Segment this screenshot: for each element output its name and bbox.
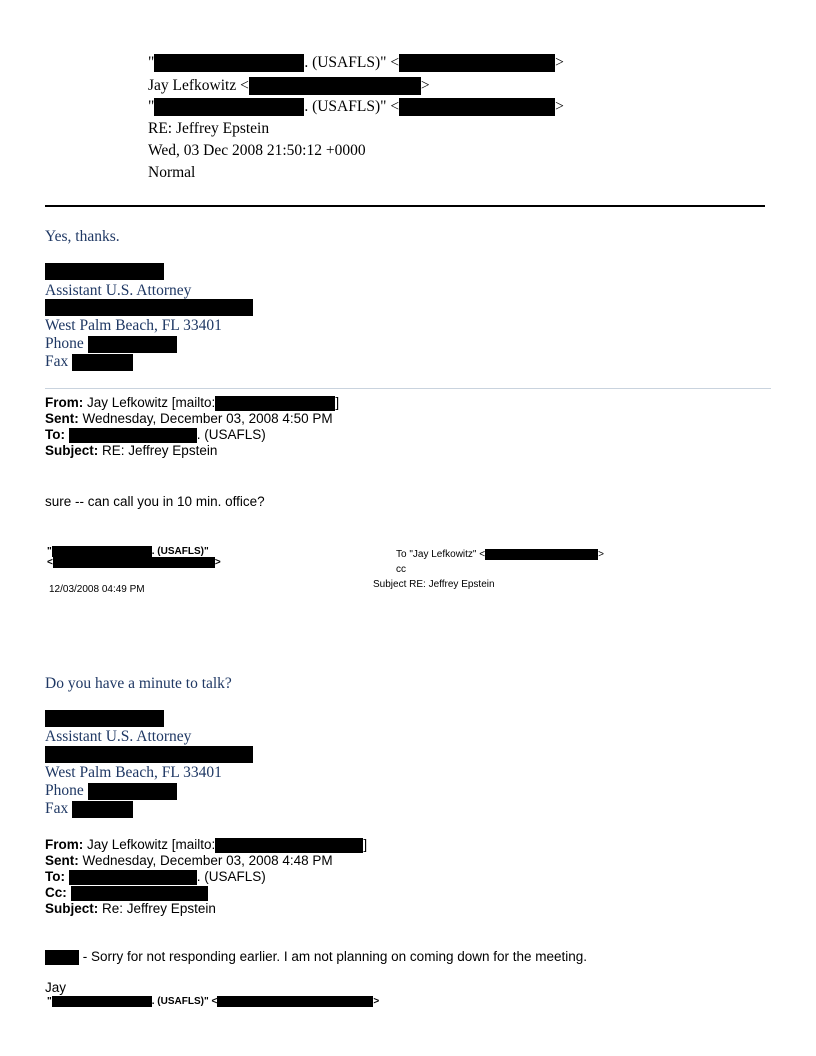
- redaction-block: [215, 838, 363, 853]
- from-open-quote: ": [148, 54, 155, 71]
- notes-sender-org: . (USAFLS)": [151, 546, 209, 558]
- quoted1-subject-row: [45, 443, 217, 458]
- redaction-block: [53, 557, 215, 568]
- notes-date: 12/03/2008 04:49 PM: [49, 584, 145, 595]
- reply1-fax-row: [45, 353, 133, 371]
- reply2-fax-row: [45, 800, 133, 818]
- quoted1-subject-label: Subject:: [45, 443, 99, 458]
- quoted2-sent-label: Sent:: [45, 853, 79, 868]
- bcc-open-quote: ": [148, 98, 155, 115]
- notes-cc-label: cc: [396, 564, 406, 575]
- footer-close: >: [373, 996, 380, 1008]
- phone-label: Phone: [45, 782, 84, 799]
- header-divider: [45, 205, 765, 207]
- redaction-block: [399, 54, 555, 72]
- reply2-signature-title: Assistant U.S. Attorney: [45, 728, 192, 745]
- quoted1-body: sure -- can call you in 10 min. office?: [45, 494, 265, 509]
- quoted2-body-text: - Sorry for not responding earlier. I am not planning on coming down for the meeting.: [79, 949, 588, 964]
- redaction-block: [45, 299, 253, 316]
- reply1-signature-title: Assistant U.S. Attorney: [45, 282, 192, 299]
- notes-to-close: >: [598, 549, 604, 561]
- redaction-block: [72, 801, 133, 818]
- quoted2-signoff: Jay: [45, 980, 67, 995]
- redaction-block: [485, 549, 598, 560]
- redaction-block: [215, 396, 335, 411]
- reply2-phone-row: [45, 782, 177, 800]
- quoted2-from-close: ]: [363, 837, 368, 852]
- notes-subject-value: RE: Jeffrey Epstein: [409, 579, 495, 590]
- quoted2-from-row: [45, 837, 367, 853]
- subject-value: RE: Jeffrey Epstein: [148, 120, 270, 137]
- redaction-block: [217, 996, 373, 1007]
- quoted2-body: [45, 949, 587, 965]
- notes-subject-label: Subject: [373, 579, 407, 590]
- notes-sender-gt: >: [214, 557, 221, 569]
- redaction-block: [45, 263, 164, 280]
- quoted2-from-value: Jay Lefkowitz [mailto:: [87, 837, 216, 852]
- quoted2-subject-row: [45, 901, 216, 916]
- quoted2-cc-row: [45, 885, 208, 901]
- date-value: Wed, 03 Dec 2008 21:50:12 +0000: [148, 142, 366, 159]
- quoted1-from-close: ]: [335, 395, 340, 410]
- quoted-divider: [45, 388, 771, 389]
- quoted1-from-value: Jay Lefkowitz [mailto:: [87, 395, 216, 410]
- bcc-close: >: [555, 98, 564, 115]
- notes-to-value: "Jay Lefkowitz" <: [409, 549, 486, 561]
- redaction-block: [88, 783, 177, 800]
- redaction-block: [154, 98, 304, 116]
- phone-label: Phone: [45, 335, 84, 352]
- footer-sender-row: [47, 996, 379, 1007]
- redaction-block: [69, 870, 197, 885]
- quoted2-cc-label: Cc:: [45, 885, 67, 900]
- notes-sender-email-row: [47, 557, 221, 568]
- from-close: >: [555, 54, 564, 71]
- quoted2-subject-value: Re: Jeffrey Epstein: [102, 901, 216, 916]
- quoted1-from-row: [45, 395, 339, 411]
- notes-to-label: To: [396, 549, 407, 561]
- bcc-org: . (USAFLS)" <: [304, 98, 400, 115]
- reply2-body: Do you have a minute to talk?: [45, 675, 232, 692]
- fax-label: Fax: [45, 800, 69, 817]
- quoted2-subject-label: Subject:: [45, 901, 99, 916]
- from-org: . (USAFLS)" <: [304, 54, 400, 71]
- reply1-phone-row: [45, 335, 177, 353]
- redaction-block: [71, 886, 208, 901]
- fax-label: Fax: [45, 353, 69, 370]
- quoted2-sent-value: Wednesday, December 03, 2008 4:48 PM: [82, 853, 333, 868]
- redaction-block: [154, 54, 304, 72]
- redaction-block: [72, 354, 133, 371]
- reply1-body: Yes, thanks.: [45, 228, 120, 245]
- notes-sender-row: [47, 546, 209, 557]
- notes-sender-lt: <: [47, 557, 53, 569]
- quoted1-from-label: From:: [45, 395, 84, 410]
- quoted2-to-value: . (USAFLS): [196, 869, 266, 884]
- notes-to-row: [396, 549, 604, 560]
- quoted1-sent-value: Wednesday, December 03, 2008 4:50 PM: [82, 411, 333, 426]
- importance-value: Normal: [148, 164, 196, 181]
- quoted2-to-label: To:: [45, 869, 65, 884]
- redaction-block: [45, 746, 253, 763]
- footer-org: . (USAFLS)" <: [151, 996, 218, 1008]
- quoted1-sent-label: Sent:: [45, 411, 79, 426]
- redaction-block: [52, 546, 152, 557]
- quoted1-to-label: To:: [45, 427, 65, 442]
- footer-open: ": [47, 996, 52, 1008]
- reply1-signature-city: West Palm Beach, FL 33401: [45, 317, 222, 334]
- quoted2-to-row: [45, 869, 266, 885]
- redaction-block: [88, 336, 177, 353]
- redaction-block: [69, 428, 197, 443]
- quoted2-from-label: From:: [45, 837, 84, 852]
- quoted1-subject-value: RE: Jeffrey Epstein: [102, 443, 218, 458]
- redaction-block: [52, 996, 152, 1007]
- quoted1-to-row: [45, 427, 266, 443]
- redaction-block: [249, 77, 421, 95]
- quoted2-sent-row: [45, 853, 333, 868]
- redaction-block: [45, 950, 79, 965]
- redaction-block: [45, 710, 164, 727]
- redaction-block: [399, 98, 555, 116]
- to-close: >: [420, 77, 430, 94]
- quoted1-sent-row: [45, 411, 333, 426]
- to-name: Jay Lefkowitz <: [148, 77, 249, 94]
- quoted1-to-value: . (USAFLS): [196, 427, 266, 442]
- notes-subject-row: [373, 579, 495, 590]
- reply2-signature-city: West Palm Beach, FL 33401: [45, 764, 222, 781]
- notes-sender-open: ": [47, 546, 52, 558]
